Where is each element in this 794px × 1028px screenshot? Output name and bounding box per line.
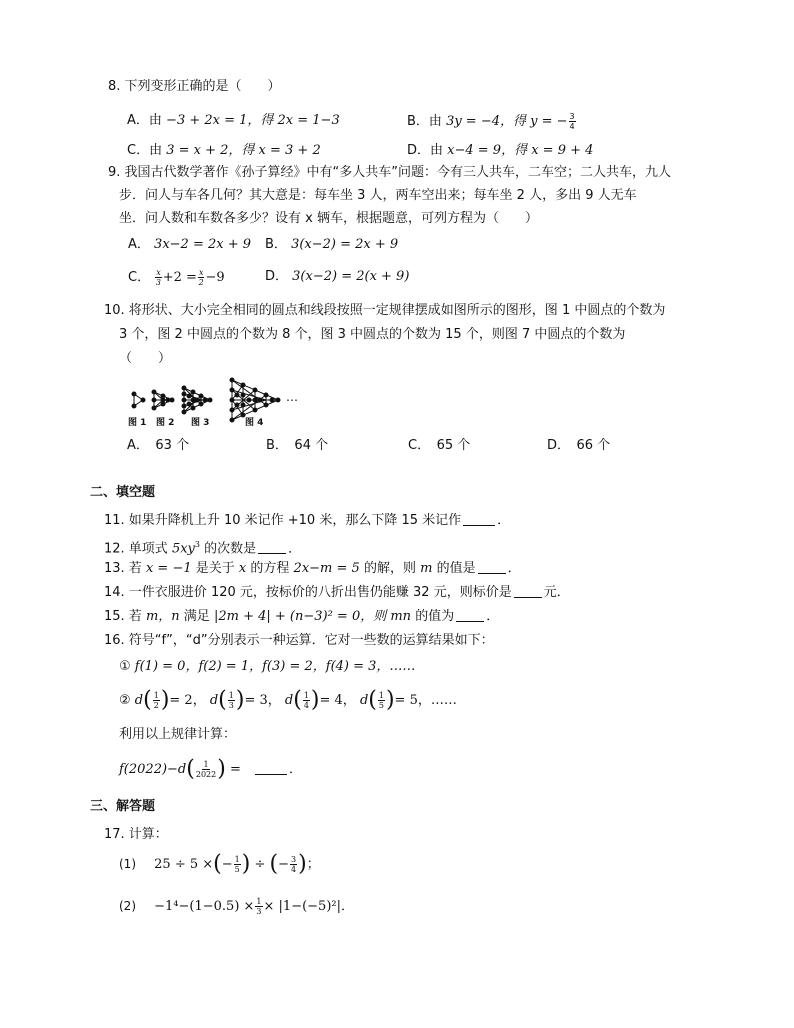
figure-label-1: 图 1	[128, 418, 147, 428]
monomial: 5xy	[171, 541, 195, 557]
q17-part1: (1) 25 ÷ 5 ×(− $\frac{1}{5}$ ) ÷ (− $\frac{3}{4}$ )；	[119, 851, 320, 877]
q10-option-c: C． 65 个	[408, 438, 471, 453]
q9-line1: 9. 我国古代数学著作《孙子算经》中有“多人共车”问题：今有三人共车，二车空；二人共车，九人	[108, 165, 672, 180]
option-label: C．由	[127, 143, 163, 158]
q15: 15. 若 m，n 满足 |2m + 4| + (n−3)² = 0，则 mn 的值为 ．	[104, 609, 500, 624]
q8-option-d	[407, 142, 593, 160]
answer-blank	[463, 513, 495, 526]
equation: x−4 = 9，得 x = 9 + 4	[447, 143, 594, 158]
q9-option-a	[128, 236, 251, 254]
q10-option-b: B． 64 个	[266, 438, 329, 453]
section-heading-fill-in: 二、填空题	[90, 485, 156, 500]
q8-stem: 8. 下列变形正确的是（ ）	[108, 79, 281, 94]
q9-line2: 步．问人与车各几何？其大意是：每车坐 3 人，两车空出来；每车坐 2 人，多出 9 人无车	[119, 188, 637, 203]
option-label: D．	[265, 269, 289, 284]
answer-blank	[258, 541, 286, 554]
q17-stem: 17. 计算：	[104, 827, 168, 842]
q12: 12. 单项式 $5xy^3$ 的次数是 ．	[104, 540, 302, 557]
q8-option-b	[407, 112, 577, 131]
answer-blank	[478, 561, 506, 574]
q10-line1: 10. 将形状、大小完全相同的圆点和线段按照一定规律摆成如图所示的图形，图 1 中圆点的个数为	[104, 303, 666, 318]
q16-expression: f(2022)−d( $\frac{1}{2022}$ ) = ．	[119, 756, 303, 782]
pattern-figures	[126, 376, 306, 430]
fraction: $\frac{3}{4}$	[569, 112, 575, 131]
q16-row1: ① f(1) = 0，f(2) = 1，f(3) = 2，f(4) = 3，……	[119, 659, 416, 674]
q9-option-b	[265, 236, 398, 254]
equation: −3 + 2x = 1，得 2x = 1−3	[166, 113, 340, 128]
q17-part2: (2) −1⁴−(1−0.5) × $\frac{1}{3}$ × |1−(−5)²|．	[119, 897, 354, 916]
figure-ellipsis: …	[286, 390, 298, 404]
q16-line1: 16. 符号“f”，“d”分别表示一种运算．它对一些数的运算结果如下：	[104, 633, 494, 648]
q13: 13. 若 x = −1 是关于 x 的方程 2x−m = 5 的解，则 m 的值是 ．	[104, 561, 521, 576]
q8-option-a	[127, 112, 340, 130]
equation: 3x−2 = 2x + 9	[154, 237, 252, 252]
equation: 3(x−2) = 2x + 9	[291, 237, 399, 252]
equation: 3y = −4，得 y = −	[446, 114, 568, 129]
answer-blank	[456, 609, 484, 622]
q14: 14. 一件衣服进价 120 元，按标价的八折出售仍能赚 32 元，则标价是 元．	[104, 585, 570, 600]
q10-line2: 3 个，图 2 中圆点的个数为 8 个，图 3 中圆点的个数为 15 个，则图 7 中圆点的个数为	[119, 327, 626, 342]
figure-label-2: 图 2	[156, 418, 175, 428]
option-label: A．由	[127, 113, 162, 128]
figure-label-3: 图 3	[191, 418, 210, 428]
option-label: A．	[128, 237, 150, 252]
figure-1	[132, 392, 145, 408]
option-label: B．	[265, 237, 287, 252]
q11: 11. 如果升降机上升 10 米记作 +10 米，那么下降 15 米记作 ．	[104, 513, 511, 528]
fraction: $\frac{x}{2}$	[198, 268, 204, 287]
q9-line3: 坐．问人数和车数各多少？设有 x 辆车，根据题意，可列方程为（ ）	[119, 211, 538, 226]
circled-two: ②	[119, 693, 131, 708]
q8-option-c	[127, 142, 321, 160]
q16-row2: ② d( $\frac{1}{2}$ )= 2， d( $\frac{1}{3}$ )= 3， d( $\frac{1}{4}$ )= 4， d( $\frac{1}{5}$ )= 5，……	[119, 687, 457, 713]
figure-2	[152, 390, 174, 410]
fraction: $\frac{x}{3}$	[155, 268, 162, 287]
option-label: B．由	[407, 114, 442, 129]
answer-blank	[514, 585, 542, 598]
answer-blank	[255, 762, 287, 775]
equation: 3(x−2) = 2(x + 9)	[292, 269, 410, 284]
option-label: C．	[128, 270, 151, 285]
q10-option-d: D． 66 个	[547, 438, 611, 453]
figure-label-4: 图 4	[245, 418, 264, 428]
equation: 3 = x + 2，得 x = 3 + 2	[166, 143, 321, 158]
q9-option-d	[265, 268, 409, 286]
q16-rule: 利用以上规律计算：	[119, 727, 237, 742]
figure-3	[182, 386, 212, 414]
option-label: D．由	[407, 143, 444, 158]
q10-line3: （ ）	[119, 351, 172, 366]
q9-option-c: C． $\frac{x}{3}$ +2 = $\frac{x}{2}$ −9	[128, 268, 225, 287]
circled-one: ①	[119, 659, 131, 674]
q10-option-a: A． 63 个	[127, 438, 190, 453]
section-heading-solve: 三、解答题	[90, 799, 156, 814]
